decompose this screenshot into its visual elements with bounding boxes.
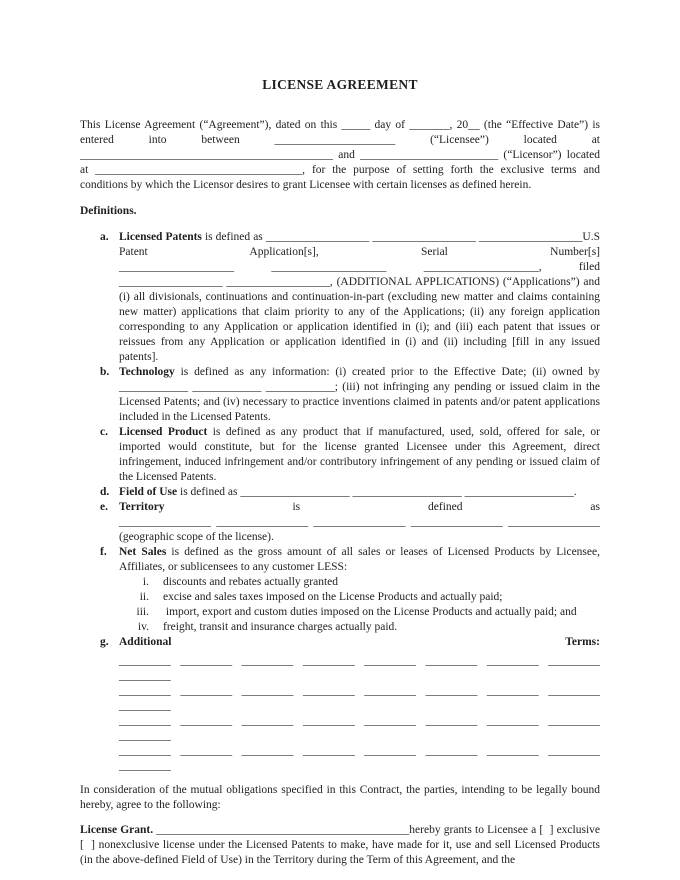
item-label: d. [100,486,110,498]
item-text [119,365,600,425]
item-body: is defined as ___________________ ___________________ ___________________. [177,486,577,498]
sublist-label: ii. [139,591,149,603]
sublist-label: iv. [137,621,149,633]
fill-in-line: _________ _________ _________ _________ _________ _________ _________ _________ _________ [119,685,600,712]
item-term: Territory [119,501,165,513]
item-label: f. [100,546,107,558]
item-label: a. [100,231,109,243]
sublist-label: iii. [136,606,149,618]
item-label: c. [100,426,108,438]
sublist-label: i. [142,576,149,588]
item-body: is defined as ________________ ________________ ________________ ________________ ________________ (geographic scope of the license). [119,501,600,543]
license-grant-paragraph [80,823,600,868]
document-title: LICENSE AGREEMENT [262,77,418,92]
fill-in-line: _________ _________ _________ _________ _________ _________ _________ _________ _________ [119,655,600,682]
item-body: is defined as the gross amount of all sales or leases of Licensed Products by Licensee, Affiliates, or sublicensees to any customer LESS: [119,546,600,573]
item-body: is defined as any information: (i) created prior to the Effective Date; (ii) owned by ____________ ____________ ____________; (iii) not infringing any pending or issued claim in the Licensed Patents; and (iv) necessary to practice inventions claimed in patents and/or patent applications included in the Licensed Patents. [119,366,600,423]
item-body: is defined as __________________ __________________ __________________U.S Patent Application[s], Serial Number[s] ____________________ ____________________ ____________________, filed __________________ __________________, (ADDITIONAL APPLICATIONS) (“Applications”) and (i) all divisionals, continuations and continuation-in-part (excluding new matter and claims containing new matter) applications that claim priority to any of the Applications; (ii) any foreign application corresponding to any Application or application identified in (i); and (iii) each patent that issues or reissues from any Application or application identified in (i) and (ii) including [fill in any issued patents]. [119,231,600,363]
definition-item-territory [100,500,600,545]
item-term: Licensed Product [119,426,208,438]
additional-terms-heading: Additional Terms: [119,636,600,648]
definitions-heading: Definitions. [80,205,137,217]
intro-paragraph: This License Agreement (“Agreement”), dated on this _____ day of _______, 20__ (the “Effective Date”) is entered into between _____________________ (“Licensee”) located at ____________________________________________ and ________________________ (“Licensor”) located at ____________________________________, for the purpose of setting forth the exclusive terms and conditions by which the Licensor desires to grant Licensee with certain licenses as defined herein. [80,119,600,191]
item-text [119,485,600,500]
item-text [119,545,600,635]
sublist-text: discounts and rebates actually granted [163,576,338,588]
fill-in-line: _________ _________ _________ _________ _________ _________ _________ _________ _________ [119,715,600,742]
sublist-item-discounts [119,575,600,590]
sublist-text: freight, transit and insurance charges actually paid. [163,621,398,633]
sublist-text: excise and sales taxes imposed on the License Products and actually paid; [163,591,503,603]
item-text [119,425,600,485]
definition-item-field-of-use [100,485,600,500]
item-term: Net Sales [119,546,167,558]
sublist-item-freight-charges [119,620,600,635]
sublist-item-import-duties [119,605,600,620]
item-body: is defined as any product that if manufactured, used, sold, offered for sale, or imported would constitute, but for the license granted Licensee under this Agreement, direct infringement, induced infringement and/or contributory infringement of any pending or issued claim of the Licensed Patents. [119,426,600,483]
license-grant-body: ____________________________________________hereby grants to Licensee a [ ] exclusive [ ] nonexclusive license under the Licensed Patents to make, have made for it, use and sell Licensed Products (in the above-defined Field of Use) in the Territory during the Term of this Agreement, and the [80,824,600,866]
definition-item-licensed-product [100,425,600,485]
definition-item-technology [100,365,600,425]
definition-item-net-sales [100,545,600,635]
item-term: Licensed Patents [119,231,202,243]
additional-terms-blanks [119,654,600,774]
consideration-paragraph: In consideration of the mutual obligations specified in this Contract, the parties, intending to be legally bound hereby, agree to the following: [80,784,600,811]
license-grant-term: License Grant. [80,824,154,836]
item-label: e. [100,501,108,513]
definitions-list [100,230,600,774]
item-label: g. [100,636,109,648]
item-term: Field of Use [119,486,178,498]
fill-in-line: _________ _________ _________ _________ _________ _________ _________ _________ _________ [119,745,600,772]
item-text [119,230,600,365]
net-sales-sublist [119,575,600,635]
definition-item-licensed-patents [100,230,600,365]
sublist-item-excise-taxes [119,590,600,605]
item-term: Technology [119,366,175,378]
sublist-text: import, export and custom duties imposed on the License Products and actually paid; and [163,606,577,618]
item-text [119,635,600,774]
definition-item-additional-terms [100,635,600,774]
item-text [119,500,600,545]
item-label: b. [100,366,110,378]
